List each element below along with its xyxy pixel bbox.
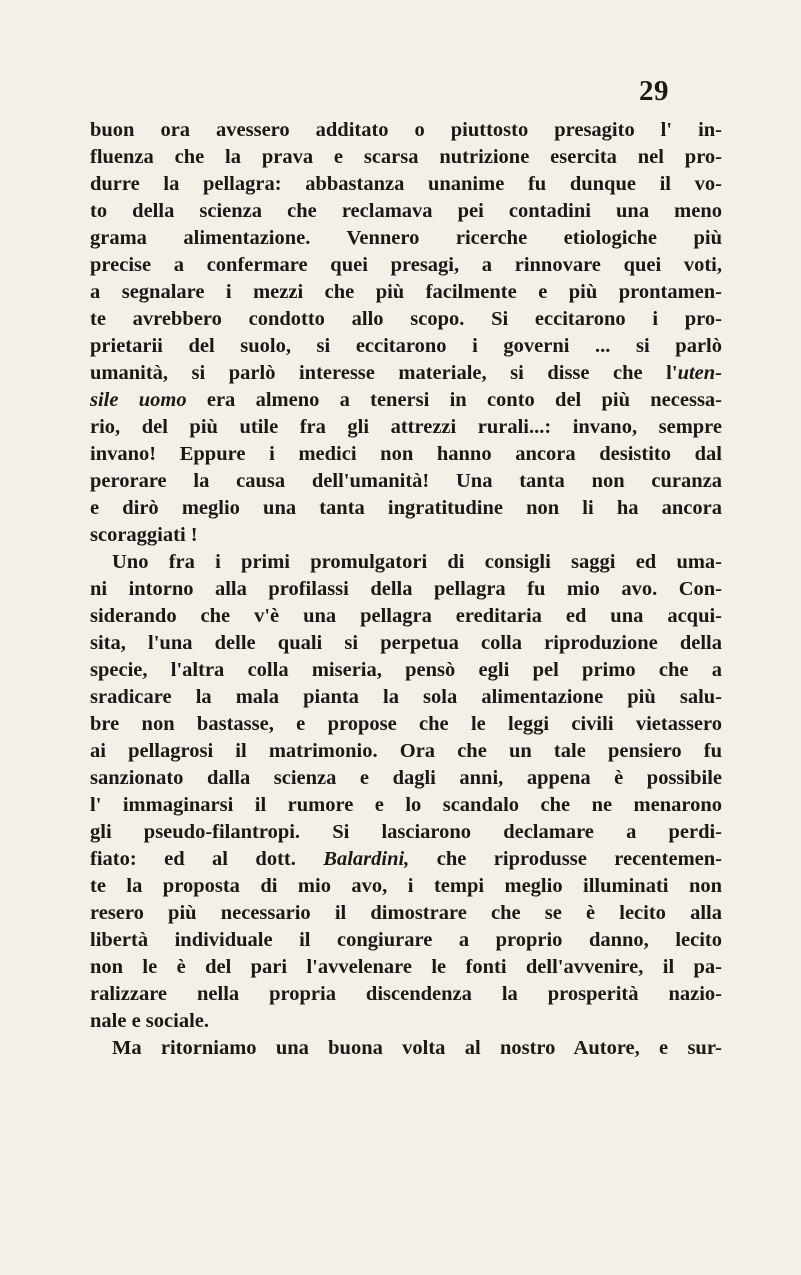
text-line: siderando che v'è una pellagra ereditaria ed una acqui- [90,605,722,627]
text-line: precise a confermare quei presagi, a rinnovare quei voti, [90,254,722,276]
text-line: l' immaginarsi il rumore e lo scandalo che ne menarono [90,794,722,816]
text-line: sradicare la mala pianta la sola alimentazione più salu- [90,686,722,708]
italic-term: uten- [677,362,722,384]
text-line: sanzionato dalla scienza e dagli anni, appena è possibile [90,767,722,789]
text-line: ni intorno alla profilassi della pellagra fu mio avo. Con- [90,578,722,600]
text-line: te la proposta di mio avo, i tempi meglio illuminati non [90,875,722,897]
text-line: e dirò meglio una tanta ingratitudine non li ha ancora [90,497,722,519]
text-line [90,846,722,873]
text-line: non le è del pari l'avvelenare le fonti dell'avvenire, il pa- [90,956,722,978]
text-line: a segnalare i mezzi che più facilmente e più prontamen- [90,281,722,303]
text-line: rio, del più utile fra gli attrezzi rurali...: invano, sempre [90,416,722,438]
text-line: ralizzare nella propria discendenza la prosperità nazio- [90,983,722,1005]
text-line: ai pellagrosi il matrimonio. Ora che un tale pensiero fu [90,740,722,762]
text-line: fluenza che la prava e scarsa nutrizione esercita nel pro- [90,146,722,168]
text-segment: che riprodusse recentemen- [409,848,722,870]
text-line: invano! Eppure i medici non hanno ancora desistito dal [90,443,722,465]
page-number: 29 [639,75,669,107]
italic-term: sile uomo [90,389,187,411]
body-text [90,117,722,1062]
text-segment: era almeno a tenersi in conto del più necessa- [186,389,722,411]
text-line: libertà individuale il congiurare a proprio danno, lecito [90,929,722,951]
italic-name: Balardini, [323,848,410,870]
text-segment: umanità, si parlò interesse materiale, si disse che l' [90,362,678,384]
text-line: scoraggiati ! [90,524,198,546]
text-segment: fiato: ed al dott. [90,848,324,870]
text-line: to della scienza che reclamava pei contadini una meno [90,200,722,222]
text-line: sita, l'una delle quali si perpetua colla riproduzione della [90,632,722,654]
text-line: Uno fra i primi promulgatori di consigli saggi ed uma- [112,551,722,573]
text-line: nale e sociale. [90,1010,209,1032]
text-line: grama alimentazione. Vennero ricerche etiologiche più [90,227,722,249]
text-line: te avrebbero condotto allo scopo. Si eccitarono i pro- [90,308,722,330]
text-line: gli pseudo-filantropi. Si lasciarono declamare a perdi- [90,821,722,843]
text-line [90,360,722,387]
text-line: specie, l'altra colla miseria, pensò egli pel primo che a [90,659,722,681]
text-line: bre non bastasse, e propose che le leggi civili vietassero [90,713,722,735]
text-line: perorare la causa dell'umanità! Una tanta non curanza [90,470,722,492]
text-line: buon ora avessero additato o piuttosto presagito l' in- [90,119,722,141]
text-line [90,387,722,414]
text-line: durre la pellagra: abbastanza unanime fu dunque il vo- [90,173,722,195]
text-line: prietarii del suolo, si eccitarono i governi ... si parlò [90,335,722,357]
text-line: Ma ritorniamo una buona volta al nostro Autore, e sur- [112,1037,722,1059]
text-line: resero più necessario il dimostrare che se è lecito alla [90,902,722,924]
